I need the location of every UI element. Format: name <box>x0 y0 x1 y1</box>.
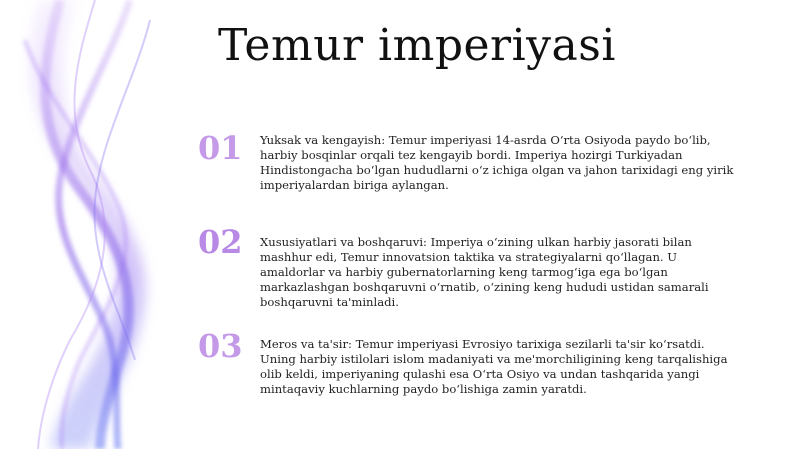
section-number-01: 01 <box>198 129 243 167</box>
purple-smoke-wave-decoration <box>0 0 170 449</box>
section-number-03: 03 <box>198 327 243 365</box>
section-text-01: Yuksak va kengayish: Temur imperiyasi 14-asrda O‘rta Osiyoda paydo bo‘lib, harbiy bosqinlar orqali tez kengayib bordi. Imperiya hozirgi Turkiyadan Hindistongacha bo‘lgan hududlarni o‘z ichiga olgan va jahon tarixidagi eng yirik imperiyalardan biriga aylangan. <box>260 133 734 193</box>
section-number-02: 02 <box>198 223 243 261</box>
slide-title: Temur imperiyasi <box>218 20 616 71</box>
section-text-03: Meros va ta'sir: Temur imperiyasi Evrosiyo tarixiga sezilarli ta'sir ko‘rsatdi. Uning harbiy istilolari islom madaniyati va me'morchiligining keng tarqalishiga olib keldi, imperiyaning qulashi esa O‘rta Osiyo va undan tashqarida yangi mintaqaviy kuchlarning paydo bo‘lishiga zamin yaratdi. <box>260 337 728 397</box>
section-text-02: Xususiyatlari va boshqaruvi: Imperiya o‘zining ulkan harbiy jasorati bilan mashhur edi, Temur innovatsion taktika va strategiyalarni qo‘llagan. U amaldorlar va harbiy gubernatorlarning keng tarmog‘iga ega bo‘lgan markazlashgan boshqaruvni o‘rnatib, o‘zining keng hududi ustidan samarali boshqaruvni ta'minladi. <box>260 235 709 310</box>
